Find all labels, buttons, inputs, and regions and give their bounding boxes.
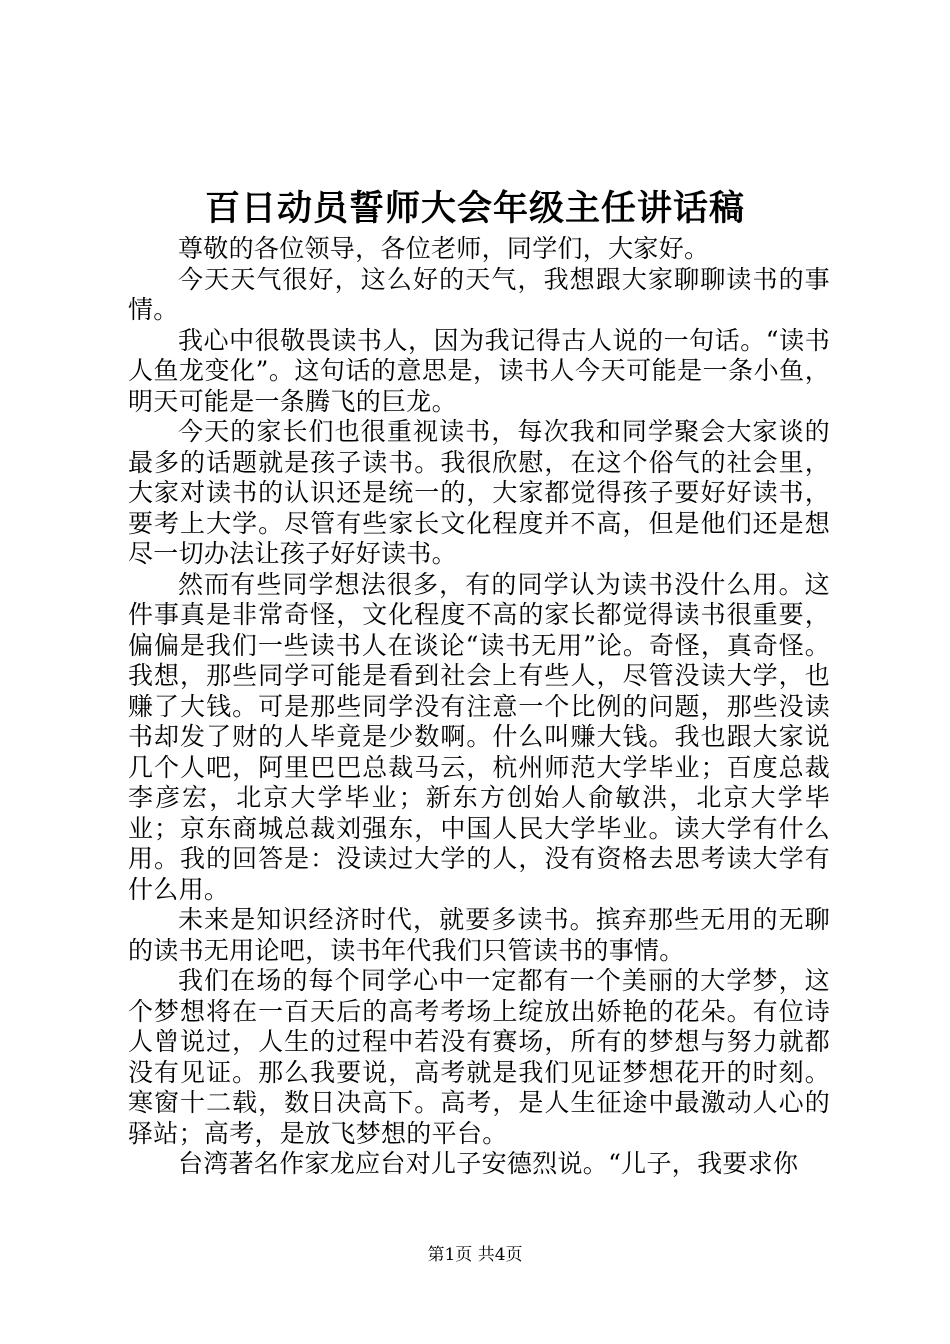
document-body — [128, 234, 830, 1180]
paragraph-knowledge-economy: 未来是知识经济时代，就要多读书。摈弃那些无用的无聊的读书无用论吧，读书年代我们只管读书的事情。 — [128, 905, 830, 965]
page-number: 第1页 共4页 — [427, 1245, 523, 1265]
paragraph-reading-useless: 然而有些同学想法很多，有的同学认为读书没什么用。这件事真是非常奇怪，文化程度不高的家长都觉得读书很重要，偏偏是我们一些读书人在谈论“读书无用”论。奇怪，真奇怪。我想，那些同学可能是看到社会上有些人，尽管没读大学，也赚了大钱。可是那些同学没有注意一个比例的问题，那些没读书却发了财的人毕竟是少数啊。什么叫赚大钱。我也跟大家说几个人吧，阿里巴巴总裁马云，杭州师范大学毕业；百度总裁李彦宏，北京大学毕业；新东方创始人俞敏洪，北京大学毕业；京东商城总裁刘强东，中国人民大学毕业。读大学有什么用。我的回答是：没读过大学的人，没有资格去思考读大学有什么用。 — [128, 569, 830, 904]
paragraph-parents: 今天的家长们也很重视读书，每次我和同学聚会大家谈的最多的话题就是孩子读书。我很欣慰，在这个俗气的社会里，大家对读书的认识还是统一的，大家都觉得孩子要好好读书，要考上大学。尽管有些家长文化程度并不高，但是他们还是想尽一切办法让孩子好好读书。 — [128, 417, 830, 568]
paragraph-respect-readers: 我心中很敬畏读书人，因为我记得古人说的一句话。“读书人鱼龙变化”。这句话的意思是，读书人今天可能是一条小鱼，明天可能是一条腾飞的巨龙。 — [128, 325, 830, 416]
paragraph-greeting: 尊敬的各位领导，各位老师，同学们，大家好。 — [178, 234, 710, 263]
paragraph-college-dream: 我们在场的每个同学心中一定都有一个美丽的大学梦，这个梦想将在一百天后的高考考场上绽放出娇艳的花朵。有位诗人曾说过，人生的过程中若没有赛场，所有的梦想与努力就都没有见证。那么我要说，高考就是我们见证梦想花开的时刻。寒窗十二载，数日决高下。高考，是人生征途中最激动人心的驿站；高考，是放飞梦想的平台。 — [128, 966, 830, 1148]
paragraph-long-yingtai: 台湾著名作家龙应台对儿子安德烈说。“儿子，我要求你 — [178, 1149, 799, 1178]
document-title: 百日动员誓师大会年级主任讲话稿 — [204, 188, 745, 229]
paragraph-weather: 今天天气很好，这么好的天气，我想跟大家聊聊读书的事情。 — [128, 264, 830, 324]
